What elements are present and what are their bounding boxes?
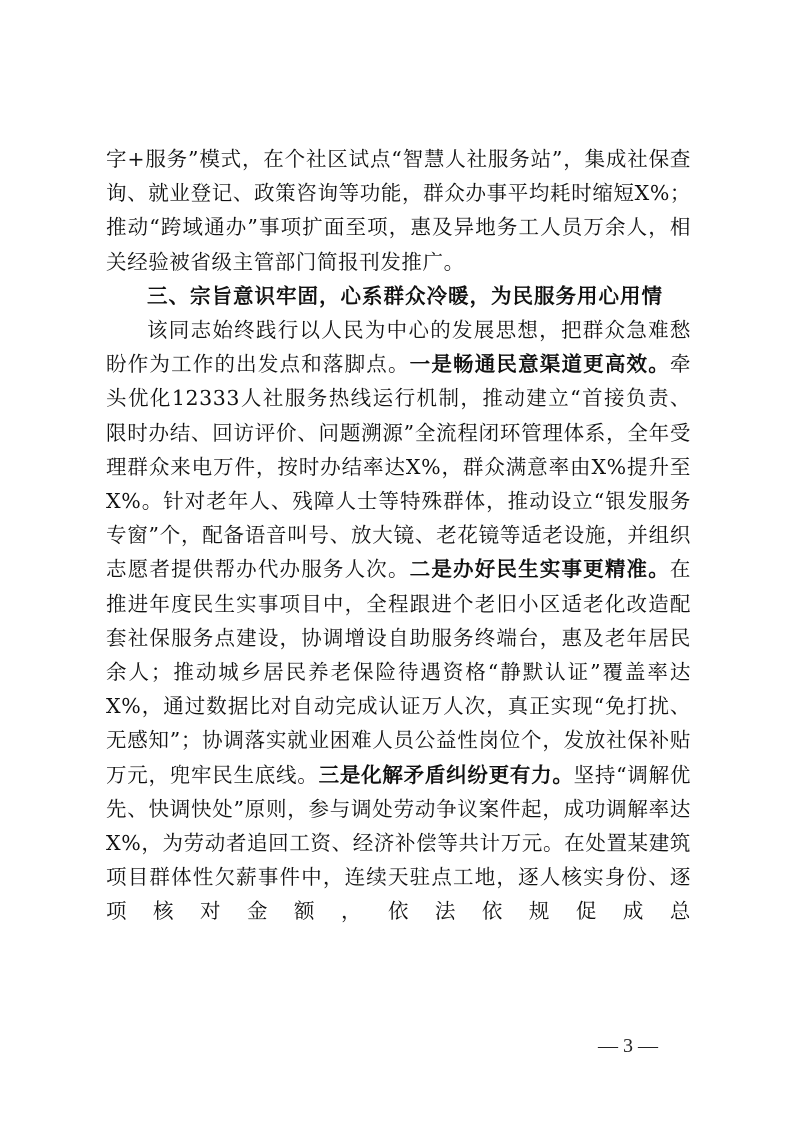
paragraph-text: 字+服务”模式，在个社区试点“智慧人社服务站”，集成社保查询、就业登记、政策咨询等功能，群众办事平均耗时缩短X%；推动“跨域通办”事项扩面至项，惠及异地务工人员万余人，相关经验被省级主管部门简报刊发推广。 [106,147,691,274]
point-three-lead: 三是化解矛盾纠纷更有力。 [318,762,574,787]
point-one-lead: 一是畅通民意渠道更高效。 [409,352,670,377]
point-one-body: 牵头优化12333人社服务热线运行机制，推动建立“首接负责、限时办结、回访评价、问题溯源”全流程闭环管理体系，全年受理群众来电万件，按时办结率达X%，群众满意率由X%提升至X%。针对老年人、残障人士等特殊群体，推动设立“银发服务专窗”个，配备语音叫号、放大镜、老花镜等适老设施，并组织志愿者提供帮办代办服务人次。 [106,352,692,582]
paragraph-service [106,313,691,929]
document-body [106,142,691,929]
point-two-lead: 二是办好民生实事更精准。 [409,557,670,582]
paragraph-continued [106,142,691,279]
section-heading: 三、宗旨意识牢固，心系群众冷暖，为民服务用心用情 [147,283,663,308]
paragraph-intro: 该同志始终践行以人民为中心的发展思想，把群众急难愁盼作为工作的出发点和落脚点。 [106,318,691,377]
point-three-body: 坚持“调解优先、快调快处”原则，参与调处劳动争议案件起，成功调解率达X%，为劳动者追回工资、经济补偿等共计万元。在处置某建筑项目群体性欠薪事件中，连续天驻点工地，逐人核实身份、逐项核对金额，依法依规促成总 [106,762,691,924]
point-two-body: 在推进年度民生实事项目中，全程跟进个老旧小区适老化改造配套社保服务点建设，协调增设自助服务终端台，惠及老年居民余人；推动城乡居民养老保险待遇资格“静默认证”覆盖率达X%，通过数据比对自动完成认证万人次，真正实现“免打扰、无感知”；协调落实就业困难人员公益性岗位个，发放社保补贴万元，兜牢民生底线。 [106,557,692,787]
page-number: — 3 — [598,1035,658,1057]
